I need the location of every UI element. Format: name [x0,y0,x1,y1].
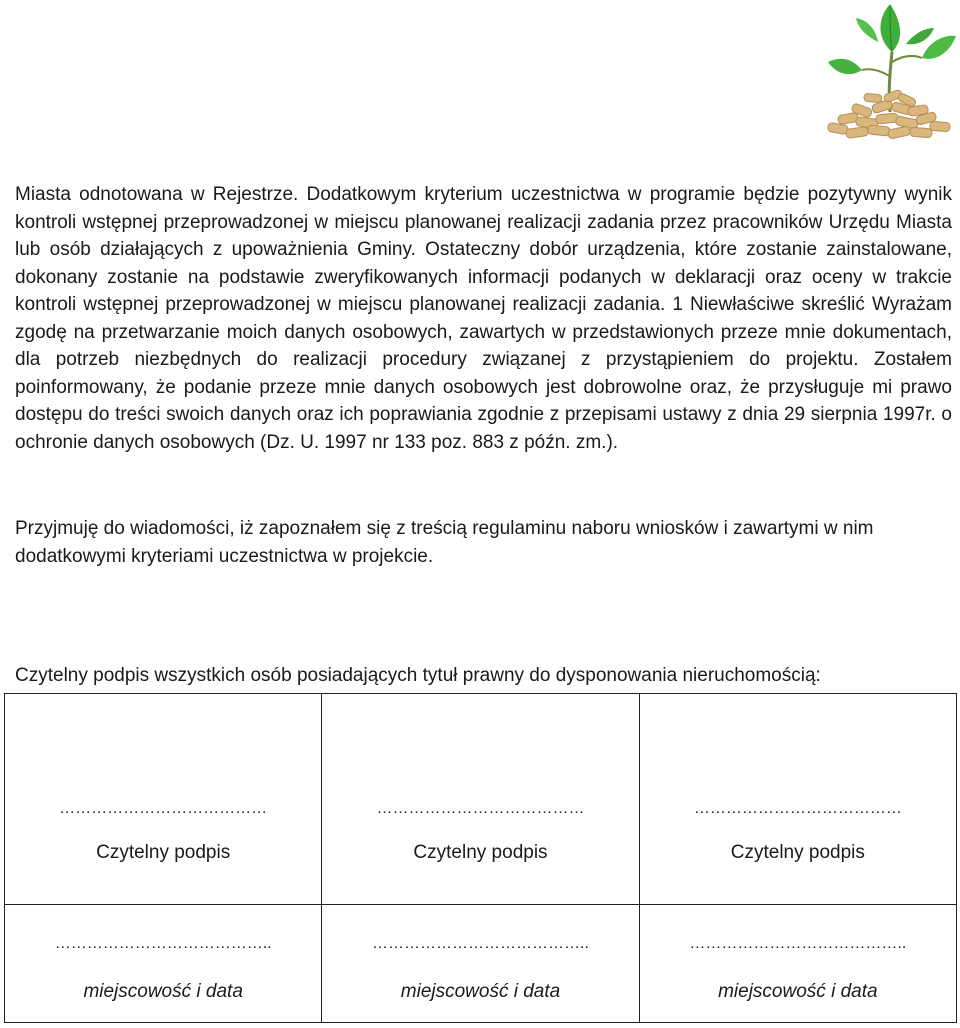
place-date-cell[interactable] [322,905,639,1023]
signature-line: ………………………………… [59,800,268,817]
consent-paragraph: Miasta odnotowana w Rejestrze. Dodatkowym kryterium uczestnictwa w programie będzie pozytywny wynik kontroli wstępnej przeprowadzonej w miejscu planowanej realizacji zadania przez pracowników Urzędu Miasta lub osób działających z upoważnienia Gminy. Ostateczny dobór urządzenia, które zostanie zainstalowane, dokonany zostanie na podstawie zweryfikowanych informacji podanych w deklaracji oraz oceny w trakcie kontroli wstępnej przeprowadzonej w miejscu planowanej realizacji zadania. 1 Niewłaściwe skreślić Wyrażam zgodę na przetwarzanie moich danych osobowych, zawartych w przedstawionych przeze mnie dokumentach, dla potrzeb niezbędnych do realizacji procedury związanej z przystąpieniem do projektu. Zostałem poinformowany, że podanie przeze mnie danych osobowych jest dobrowolne oraz, że przysługuje mi prawo dostępu do treści swoich danych oraz ich poprawiania zgodnie z przepisami ustawy z dnia 29 sierpnia 1997r. o ochronie danych osobowych (Dz. U. 1997 nr 133 poz. 883 z późn. zm.). [15,184,952,453]
signature-table [4,693,957,1023]
signature-label: Czytelny podpis [730,842,865,863]
signature-cell[interactable] [322,694,639,905]
place-date-line: ………………………………….. [372,935,589,952]
signature-line: ………………………………… [376,800,585,817]
pellet-plant-logo [818,2,958,142]
signature-cell[interactable] [639,694,956,905]
signature-cell[interactable] [5,694,322,905]
signature-heading: Czytelny podpis wszystkich osób posiadających tytuł prawny do dysponowania nieruchomością: [15,665,821,686]
place-date-label: miejscowość i data [400,981,561,1002]
signature-line: ………………………………… [693,800,902,817]
place-date-line: ………………………………….. [54,935,272,952]
signature-label: Czytelny podpis [96,842,231,863]
place-date-label: miejscowość i data [718,981,878,1002]
place-date-label: miejscowość i data [83,981,243,1002]
place-date-line: ………………………………….. [689,935,907,952]
place-date-cell[interactable] [5,905,322,1023]
place-date-cell[interactable] [639,905,956,1023]
acknowledgement-paragraph: Przyjmuję do wiadomości, iż zapoznałem się z treścią regulaminu naboru wniosków i zawartymi w nim dodatkowymi kryteriami uczestnictwa w projekcie. [15,518,874,567]
signature-label: Czytelny podpis [413,842,548,863]
